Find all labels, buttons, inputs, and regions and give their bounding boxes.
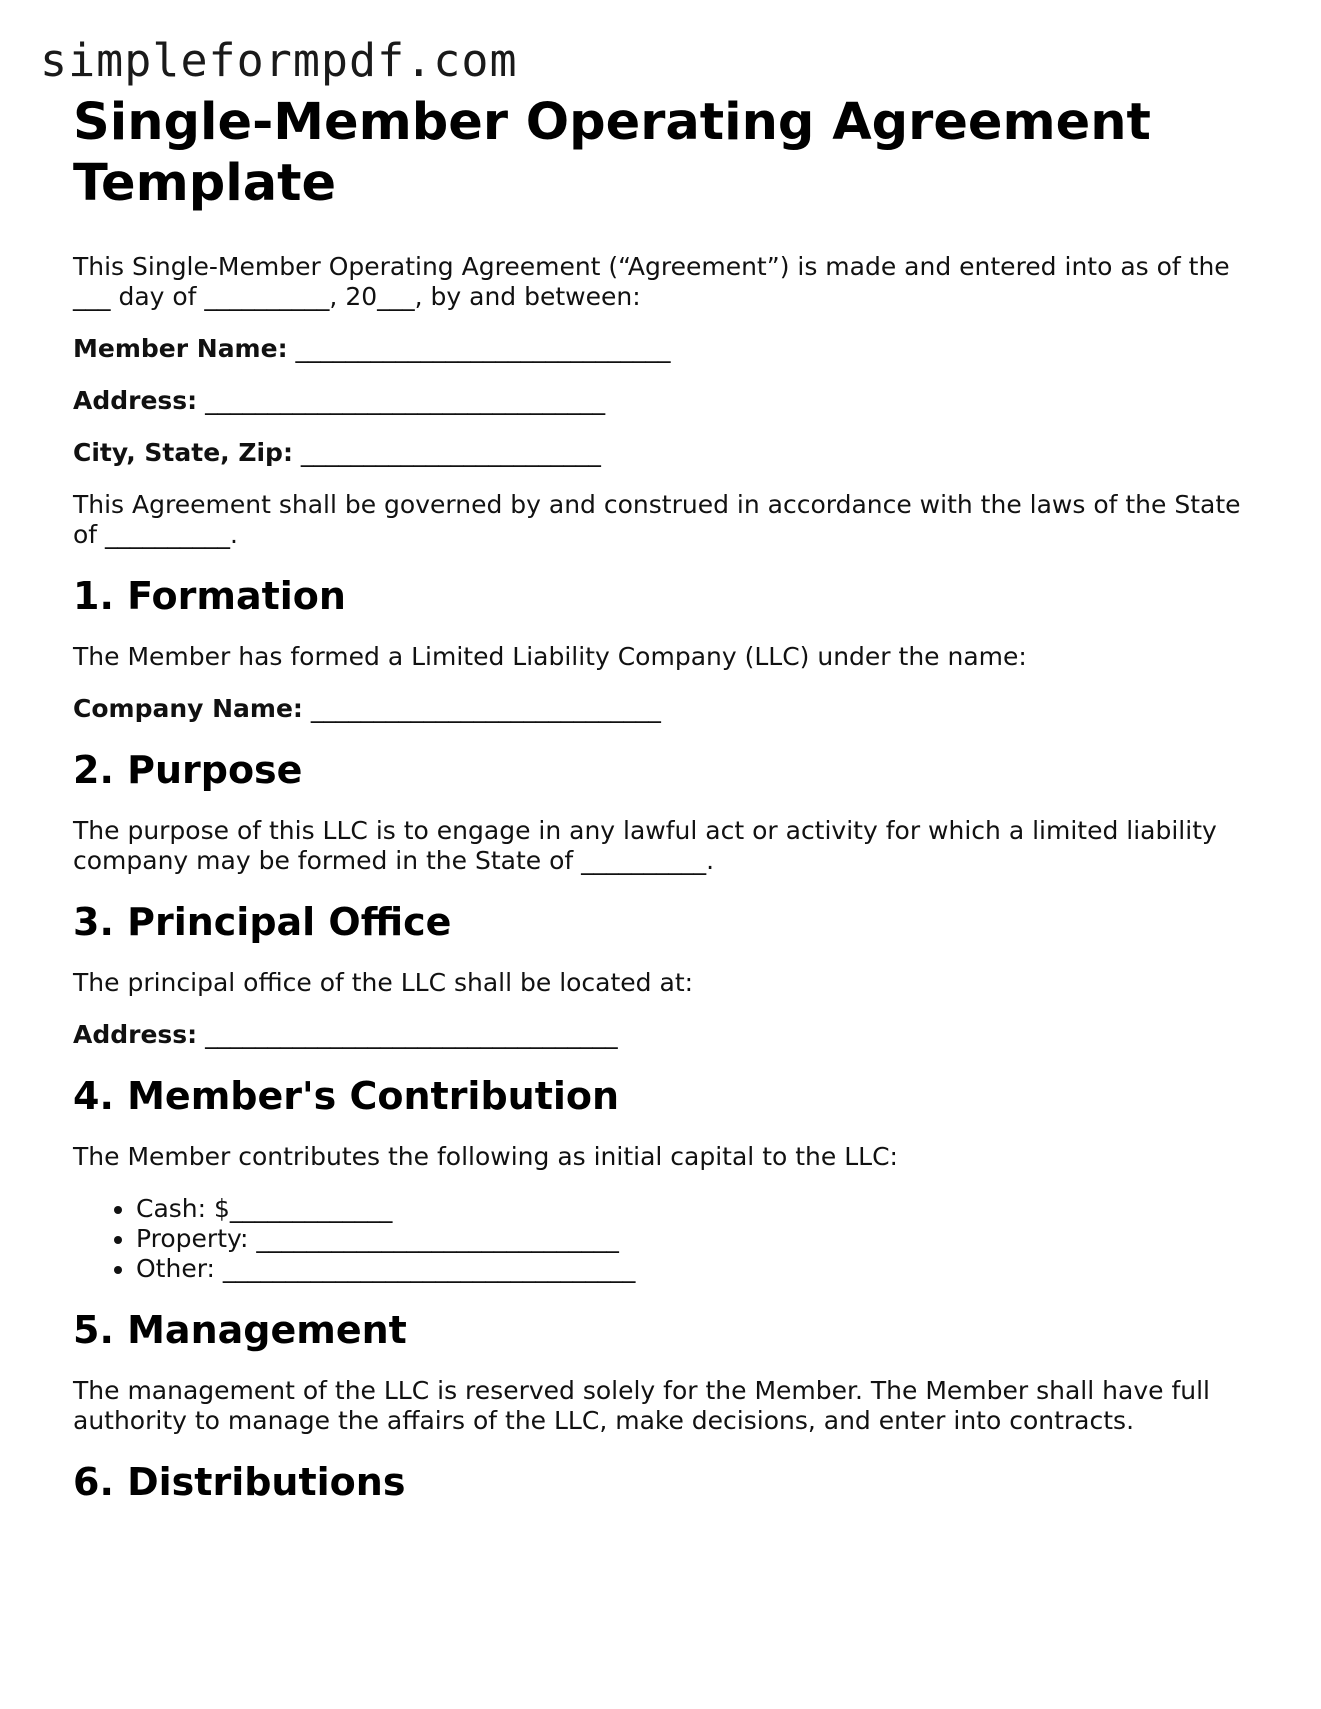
- document-title: Single-Member Operating Agreement Template: [73, 93, 1151, 213]
- address-blank[interactable]: ________________________________: [205, 386, 606, 415]
- document-page: [73, 92, 1263, 1504]
- field-label: Address:: [73, 386, 198, 415]
- section-heading-contribution: 4. Member's Contribution: [73, 1074, 620, 1118]
- watermark: simpleformpdf.com: [40, 34, 518, 87]
- field-label: Company Name:: [73, 694, 303, 723]
- section-heading-purpose: 2. Purpose: [73, 748, 303, 792]
- principal-office-text: The principal office of the LLC shall be located at:: [73, 968, 694, 997]
- office-address-blank[interactable]: _________________________________: [205, 1020, 618, 1049]
- company-name-blank[interactable]: ____________________________: [310, 694, 661, 723]
- section-heading-distributions: 6. Distributions: [73, 1460, 406, 1504]
- intro-paragraph: This Single-Member Operating Agreement (“Agreement”) is made and entered into as of the ___ day of __________, 20___, by and between:: [73, 252, 1230, 311]
- purpose-text: The purpose of this LLC is to engage in any lawful act or activity for which a limited liability company may be formed in the State of __________.: [73, 816, 1217, 875]
- management-text: The management of the LLC is reserved solely for the Member. The Member shall have full authority to manage the affairs of the LLC, make decisions, and enter into contracts.: [73, 1376, 1210, 1435]
- contribution-text: The Member contributes the following as initial capital to the LLC:: [73, 1142, 898, 1171]
- member-name-blank[interactable]: ______________________________: [295, 334, 671, 363]
- list-item-cash: • Cash: $_____________: [136, 1194, 1263, 1224]
- list-item-other: • Other: _________________________________: [136, 1254, 1263, 1284]
- field-label: Member Name:: [73, 334, 288, 363]
- company-name-field: [73, 694, 1263, 724]
- governing-law-paragraph: This Agreement shall be governed by and construed in accordance with the laws of the State of __________.: [73, 490, 1241, 549]
- member-name-field: [73, 334, 1263, 364]
- section-heading-formation: 1. Formation: [73, 574, 346, 618]
- field-label: City, State, Zip:: [73, 438, 293, 467]
- section-heading-principal-office: 3. Principal Office: [73, 900, 452, 944]
- city-state-zip-field: [73, 438, 1263, 468]
- field-label: Address:: [73, 1020, 198, 1049]
- formation-text: The Member has formed a Limited Liability Company (LLC) under the name:: [73, 642, 1027, 671]
- city-state-zip-blank[interactable]: ________________________: [300, 438, 601, 467]
- contribution-list: [73, 1194, 1263, 1284]
- list-item-property: • Property: _____________________________: [136, 1224, 1263, 1254]
- section-heading-management: 5. Management: [73, 1308, 407, 1352]
- office-address-field: [73, 1020, 1263, 1050]
- address-field: [73, 386, 1263, 416]
